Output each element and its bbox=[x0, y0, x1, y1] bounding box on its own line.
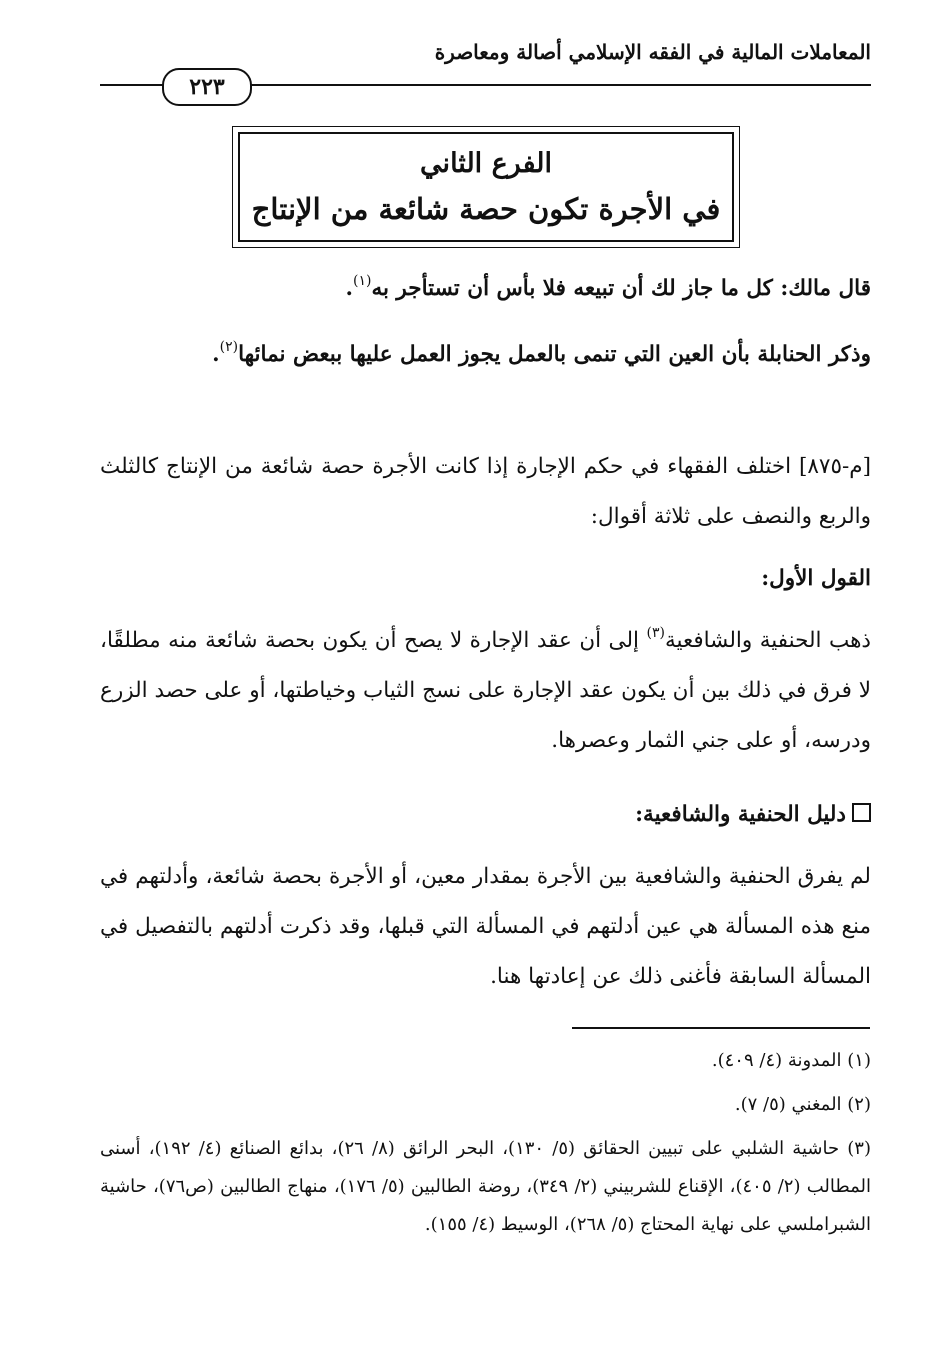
footnote-1: (١) المدونة (٤/ ٤٠٩). bbox=[711, 1050, 871, 1071]
footnote-2: (٢) المغني (٥/ ٧). bbox=[734, 1094, 871, 1115]
square-bullet-icon bbox=[852, 803, 871, 822]
paragraph-malik-end: . bbox=[345, 276, 353, 301]
section-title-line1: الفرع الثاني bbox=[420, 148, 552, 179]
paragraph-issue-875: [م-٨٧٥] اختلف الفقهاء في حكم الإجارة إذا كانت الأجرة حصة شائعة من الإنتاج كالثلث والربع والنصف على ثلاثة أقوال: bbox=[100, 454, 871, 529]
heading-evidence-text: دليل الحنفية والشافعية: bbox=[635, 802, 846, 827]
section-title-line2: في الأجرة تكون حصة شائعة من الإنتاج bbox=[251, 192, 721, 226]
footnote-ref-1: (١) bbox=[352, 273, 372, 289]
paragraph-malik bbox=[100, 264, 871, 314]
running-header-title: المعاملات المالية في الفقه الإسلامي أصالة ومعاصرة bbox=[434, 40, 871, 64]
footnote-3: (٣) حاشية الشلبي على تبيين الحقائق (٥/ ١٣٠)، البحر الرائق (٨/ ٢٦)، بدائع الصنائع (٤/ ١٩٢)، أسنى المطالب (٢/ ٤٠٥)، الإقناع للشربيني (٢/ ٣٤٩)، روضة الطالبين (٥/ ١٧٦)، منهاج الطالبين (ص٧٦)، حاشية الشبراملسي على نهاية المحتاج (٥/ ٢٦٨)، الوسيط (٤/ ١٥٥). bbox=[100, 1138, 871, 1235]
paragraph-evidence: لم يفرق الحنفية والشافعية بين الأجرة بمقدار معين، أو الأجرة بحصة شائعة، وأدلتهم في منع هذه المسألة هي عين أدلتهم في المسألة التي قبلها، وقد ذكرت أدلتهم بالتفصيل في المسألة السابقة فأغنى ذلك عن إعادتها هنا. bbox=[100, 864, 871, 989]
section-title-inner-frame bbox=[238, 132, 734, 242]
paragraph-first-opinion-text-b: إلى أن عقد الإجارة لا يصح أن يكون بحصة شائعة منه مطلقًا، لا فرق في ذلك بين أن يكون عقد الإجارة على نسج الثياب وخياطتها، أو على حصد الزرع ودرسه، أو على جني الثمار وعصرها. bbox=[100, 628, 871, 753]
heading-evidence bbox=[100, 790, 871, 840]
footnote-ref-2: (٢) bbox=[219, 339, 239, 355]
heading-first-opinion: القول الأول: bbox=[761, 566, 871, 591]
paragraph-first-opinion-text-a: ذهب الحنفية والشافعية bbox=[664, 628, 871, 653]
paragraph-hanabila-end: . bbox=[212, 342, 220, 367]
paragraph-hanabila bbox=[100, 330, 871, 380]
footnote-ref-3: (٣) bbox=[646, 625, 665, 641]
footnotes-rule bbox=[572, 1027, 870, 1029]
page-number-badge: ٢٢٣ bbox=[162, 68, 252, 106]
paragraph-hanabila-text: وذكر الحنابلة بأن العين التي تنمى بالعمل يجوز العمل عليها ببعض نمائها bbox=[238, 342, 871, 367]
paragraph-first-opinion bbox=[100, 616, 871, 766]
paragraph-malik-text: قال مالك: كل ما جاز لك أن تبيعه فلا بأس أن تستأجر به bbox=[371, 276, 871, 301]
section-title-frame bbox=[232, 126, 740, 248]
